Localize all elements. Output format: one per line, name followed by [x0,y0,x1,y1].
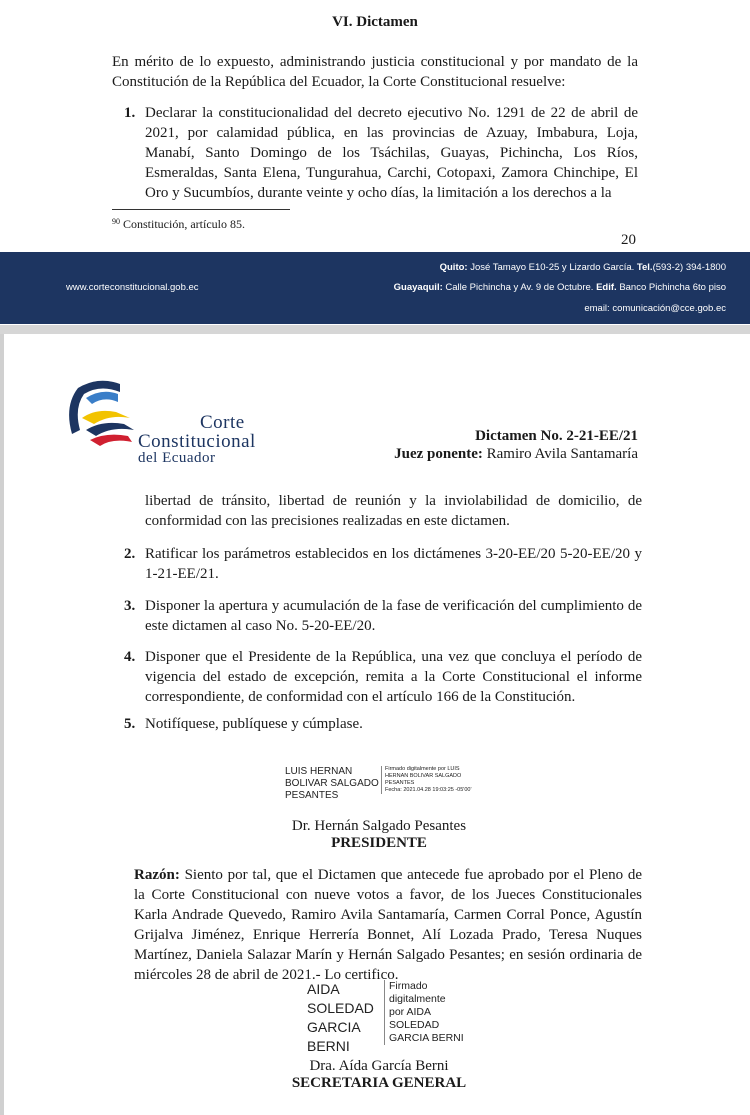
footnote-mark: 90 [112,217,120,226]
logo-line-2: Constitucional [138,431,256,452]
footer-quito-address [440,262,726,273]
item-2-number: 2. [124,546,136,562]
sig2-stamp-3: por AIDA [389,1006,432,1018]
sig2-stamp-5: GARCIA BERNI [389,1032,464,1044]
juez-name: Ramiro Avila Santamaría [486,446,638,462]
sig2-line-4: BERNI [307,1038,350,1054]
item-1-number: 1. [124,105,136,121]
president-name: Dr. Hernán Salgado Pesantes [291,818,467,834]
sig2-stamp-2: digitalmente [389,993,446,1005]
president-digital-stamp [381,766,472,794]
juez-label: Juez ponente: [394,446,483,462]
section-title: VI. Dictamen [332,14,418,30]
president-title: PRESIDENTE [331,835,427,851]
gye-text: Calle Pichincha y Av. 9 de Octubre. [445,282,594,293]
logo-line-1: Corte [200,412,245,433]
sig2-line-3: GARCIA [307,1019,361,1035]
document-page-21 [0,334,750,1115]
sig1-stamp-3: PESANTES [385,780,415,786]
tel-label: Tel. [636,262,653,273]
page-number: 20 [621,232,636,248]
footnote-divider [112,209,290,210]
corte-constitucional-logo [68,378,288,468]
intro-paragraph: En mérito de lo expuesto, administrando justicia constitucional y por mandato de la Constitución de la República del Ecuador, la Corte Constitucional resuelve: [112,54,638,90]
logo-emblem-icon [68,378,138,468]
quito-text: José Tamayo E10-25 y Lizardo García. [470,262,635,273]
footer-email[interactable]: email: comunicación@cce.gob.ec [584,303,726,314]
sig1-line-3: PESANTES [285,790,339,801]
document-page-20 [0,0,750,325]
razon-paragraph [134,865,642,985]
edif-label: Edif. [596,282,617,293]
page-gap [0,325,750,334]
item-2-text: Ratificar los parámetros establecidos en los dictámenes 3-20-EE/20 5-20-EE/20 y 1-21-EE/21. [145,546,642,582]
sig1-stamp-1: Firmado digitalmente por LUIS [385,766,460,772]
item-4-number: 4. [124,649,136,665]
sig2-line-2: SOLEDAD [307,1000,374,1016]
item-3-number: 3. [124,598,136,614]
gye-label: Guayaquil: [393,282,443,293]
sig2-stamp-4: SOLEDAD [389,1019,440,1031]
sig1-line-2: BOLIVAR SALGADO [285,778,379,789]
president-signature-name [285,766,379,802]
item-1-text: Declarar la constitucionalidad del decreto ejecutivo No. 1291 de 22 de abril de 2021, por calamidad pública, en las provincias de Azuay, Imbabura, Loja, Manabí, Santo Domingo de los Tsáchilas, Guayas, Pichincha, Los Ríos, Esmeraldas, Santa Elena, Tungurahua, Carchi, Cotopaxi, Zamora Chinchipe, El Oro y Sucumbíos, durante veinte y ocho días, la limitación a los derechos a la [145,105,638,201]
tel-text: (593-2) 394-1800 [652,262,726,273]
footnote [112,217,245,232]
dictamen-number: Dictamen No. 2-21-EE/21 [475,428,638,444]
secretary-title: SECRETARIA GENERAL [291,1075,467,1091]
razon-label: Razón: [134,867,180,883]
razon-text: Siento por tal, que el Dictamen que antecede fue aprobado por el Pleno de la Corte Constitucional con nueve votos a favor, de los Jueces Constitucionales Karla Andrade Quevedo, Ramiro Avila Santamaría, Carmen Corral Ponce, Agustín Grijalva Jiménez, Enrique Herrería Bonnet, Alí Lozada Prado, Teresa Nuques Martínez, Daniela Salazar Marín y Hernán Salgado Pesantes; en sesión ordinaria de miércoles 28 de abril de 2021.- Lo certifico. [134,867,643,983]
item-3-text: Disponer la apertura y acumulación de la fase de verificación del cumplimiento de este dictamen al caso No. 5-20-EE/20. [145,598,642,634]
item-4-text: Disponer que el Presidente de la República, una vez que concluya el período de vigencia del estado de excepción, remita a la Corte Constitucional el informe correspondiente, de conformidad con el artículo 166 de la Constitución. [145,649,642,705]
juez-ponente [394,446,638,463]
footer-guayaquil-address [394,282,726,293]
edif-text: Banco Pichincha 6to piso [619,282,726,293]
logo-line-3: del Ecuador [138,450,216,466]
page-footer [0,252,750,324]
item-5-text: Notifíquese, publíquese y cúmplase. [145,716,363,732]
footer-website[interactable]: www.corteconstitucional.gob.ec [66,282,199,293]
sig2-stamp-1: Firmado [389,980,428,992]
footnote-text: Constitución, artículo 85. [123,217,245,231]
item-5-number: 5. [124,716,136,732]
item-1-continuation: libertad de tránsito, libertad de reunión y la inviolabilidad de domicilio, de conformidad con las precisiones realizadas en este dictamen. [145,493,642,529]
sig1-stamp-2: HERNAN BOLIVAR SALGADO [385,773,462,779]
secretary-digital-stamp [384,980,464,1045]
sig1-line-1: LUIS HERNAN [285,766,353,777]
sig2-line-1: AIDA [307,981,340,997]
quito-label: Quito: [439,262,468,273]
secretary-signature-name [307,980,374,1056]
secretary-name: Dra. Aída García Berni [309,1058,449,1074]
sig1-stamp-4: Fecha: 2021.04.28 19:03:25 -05'00' [385,787,472,793]
